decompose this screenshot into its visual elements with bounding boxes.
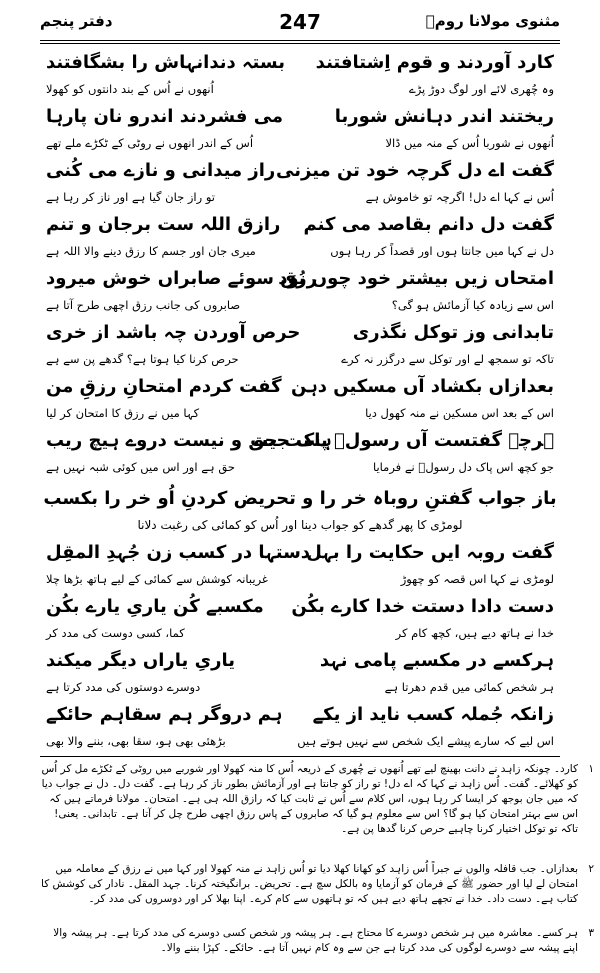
verse-6-translation-right: تاکہ تو سمجھ لے اور توکل سے درگزر نہ کرے — [341, 352, 554, 366]
verse-3-translation — [46, 190, 554, 204]
book-title: مثنوی مولانا رومؒ — [425, 12, 560, 30]
verse-5-left: رزق سوئے صابراں خوش میرود — [46, 268, 318, 289]
verse-10-left: مکسبے کُن یاریِ یارے بکُن — [46, 596, 264, 617]
verse-5-translation — [46, 298, 554, 312]
verse-5-right: امتحاں زیں بیشتر خود چوں بُوَد — [278, 268, 554, 289]
verse-9-translation-right: لومڑی نے کہا اس قصہ کو چھوڑ — [400, 572, 554, 586]
verse-11-right: ہرکسے در مکسبے پامی نہد — [319, 650, 554, 671]
verse-1-translation-left: اُنھوں نے اُس کے بند دانتوں کو کھولا — [46, 82, 214, 96]
verse-11-translation-left: دوسرے دوستوں کی مدد کرتا ہے — [46, 680, 201, 694]
verse-12-translation — [46, 734, 554, 748]
verse-8-translation — [46, 460, 554, 474]
section-subheading: لومڑی کا پھر گدھے کو جواب دینا اور اُس کو کمائی کی رغبت دلانا — [137, 518, 463, 532]
header-rule-inner — [40, 43, 560, 44]
verse-4-translation-left: میری جان اور جسم کا رزق دینے والا اللہ ہے — [46, 244, 256, 258]
verse-12-left: ہم دروگر ہم سقاہم حائکے — [46, 704, 283, 725]
verse-9-translation — [46, 572, 554, 586]
verse-2-translation — [46, 136, 554, 150]
footnote-1 — [40, 762, 594, 858]
header-rule — [40, 40, 560, 41]
verse-10-translation — [46, 626, 554, 640]
verse-12-translation-left: بڑھئی بھی ہو، سقا بھی، بننے والا بھی — [46, 734, 226, 748]
verse-7-translation-left: کہا میں نے رزق کا امتحان کر لیا — [46, 406, 200, 420]
verse-11-translation-right: ہر شخص کمائی میں قدم دھرتا ہے — [384, 680, 554, 694]
verse-7-right: بعدازاں بکشاد آں مسکیں دہن — [291, 376, 554, 397]
section-heading: باز جواب گفتنِ روباہ خر را و تحریض کردنِ اُو خر را بکسب — [43, 488, 557, 509]
page-number: 247 — [279, 10, 321, 34]
verse-6-translation — [46, 352, 554, 366]
verse-2-right: ریختند اندر دہانش شوربا — [334, 106, 554, 127]
footnote-2-number: ۲ — [588, 863, 594, 875]
verse-12-right: زانکہ جُملہ کسب ناید از یکے — [312, 704, 554, 725]
footnote-2 — [40, 862, 594, 922]
verse-7-translation-right: اس کے بعد اس مسکین نے منہ کھول دیا — [365, 406, 554, 420]
verse-1-left: بستہ دندانہاش را بشگافتند — [46, 52, 285, 73]
footnote-1-number: ۱ — [588, 763, 594, 775]
verse-6-right: تابدانی وز توکل نگذری — [352, 322, 554, 343]
verse-1-right: کارد آوردند و قوم اِشتافتند — [315, 52, 554, 73]
verse-7-translation — [46, 406, 554, 420]
verse-4-left: رازق اللہ ست برجان و تنم — [46, 214, 281, 235]
page-header — [40, 10, 560, 36]
footnote-2-text: بعدازاں۔ جب قافلہ والوں نے جبراً اُس زاہد کو کھانا کھلا دیا تو اُس زاہد نے منہ کھولا اور کہا میں نے رزق کے معاملہ میں امتحان لے لیا اور حضور ﷺ کے فرمان کو آزمایا وہ بالکل سچ ہے۔ تحریض۔ برانگیختہ کرنا۔ جہد المقل۔ نادار کی کوشش کا کتاب ہے۔ دست داد۔ خدا نے تجھے ہاتھ دیے ہیں کہ تو ہاتھوں سے کام کرے۔ اپنا بھلا کر اور دوسروں کی مدد کر۔ — [41, 863, 578, 905]
verse-9-right: گفت روبہ ایں حکایت را بہل — [306, 542, 554, 563]
verse-1-translation — [46, 82, 554, 96]
verse-10-right: دست دادا دستت خدا کارے بکُن — [291, 596, 554, 617]
verse-4-right: گفت دل دانم بقاصد می کنم — [303, 214, 554, 235]
verse-4-translation — [46, 244, 554, 258]
verse-8-translation-left: حق ہے اور اس میں کوئی شبہ نہیں ہے — [46, 460, 236, 474]
footnote-1-text: کارد۔ چونکہ زاہد نے دانت بھینچ لیے تھے اُنھوں نے چُھری کے ذریعہ اُس کا منہ کھولا اور شوربے میں روٹی کے ٹکڑے مل کر اُس کو کھلائے۔ گفت۔ اُس زاہد نے کہا کہ اے دل! تو راز کو جانتا ہے اور آزمائش بطور ناز کر رہا ہے۔ گفت دل۔ دل نے جواب دیا کہ میں جان بوجھ کر ایسا کر رہا ہوں، اس کلام سے اُس نے ثابت کیا کہ رازق اللہ ہی ہے۔ امتحان۔ مولانا فرماتے ہیں کہ اس سے بہتر امتحان کیا ہو گا؟ اس سے معلوم ہو گیا کہ صابروں کے پاس رزق اچھی طرح چل کر آتا ہے۔ تابدانی۔ یعنی! تاکہ تو توکل اختیار کرنا چاہیے حرص کرنا گدھا پن ہے۔ — [41, 763, 578, 835]
section-title: دفتر پنجم — [40, 12, 113, 30]
verse-9-left: دستہا در کسب زن جُہدِ المقِل — [46, 542, 311, 563]
verse-8-left: ہست حق و نیست دروے ہیچ ریب — [46, 430, 332, 451]
verse-12-translation-right: اس لیے کہ سارے پیشے ایک شخص سے نہیں ہوتے ہیں — [297, 734, 554, 748]
verse-6-translation-left: حرص کرنا کیا ہوتا ہے؟ گدھے پن سے ہے — [46, 352, 239, 366]
verse-2-translation-right: اُنھوں نے شوربا اُس کے منہ میں ڈالا — [385, 136, 554, 150]
verse-2-left: می فشردند اندرو نان پارہا — [46, 106, 284, 127]
footnote-3-number: ۳ — [588, 927, 594, 939]
verse-10-translation-right: خدا نے ہاتھ دیے ہیں، کچھ کام کر — [395, 626, 554, 640]
footnote-3-text: ہر کسے۔ معاشرہ میں ہر شخص دوسرے کا محتاج ہے۔ ہر پیشہ ور شخص کسی دوسرے کی مدد کرتا ہے۔ ہر پیشہ والا اپنے پیشہ سے دوسرے لوگوں کی مدد کرتا ہے جن سے وہ کام نہیں آتا ہے۔ حائکے۔ کپڑا بننے والا۔ — [53, 927, 578, 954]
verse-9-translation-left: غریبانہ کوشش سے کمائی کے لیے ہاتھ بڑھا چلا — [46, 572, 268, 586]
verse-3-right: گفت اے دل گرچہ خود تن میزنی — [276, 160, 554, 181]
verse-11-left: یاریِ یاراں دیگر میکند — [46, 650, 235, 671]
verse-7-left: گفت کردم امتحانِ رزقِ من — [46, 376, 282, 397]
verse-3-translation-left: تو راز جان گیا ہے اور ناز کر رہا ہے — [46, 190, 215, 204]
verse-8-translation-right: جو کچھ اس پاک دل رسولؐ نے فرمایا — [372, 460, 554, 474]
verse-11-translation — [46, 680, 554, 694]
verse-5-translation-right: اس سے زیادہ کیا آزمائش ہو گی؟ — [391, 298, 554, 312]
verse-3-left: راز میدانی و نازے می کُنی — [46, 160, 276, 181]
verse-2-translation-left: اُس کے اندر انھوں نے روٹی کے ٹکڑے ملے تھے — [46, 136, 254, 150]
verse-6-left: حرص آوردن چہ باشد از خری — [46, 322, 301, 343]
footnote-rule — [40, 756, 560, 757]
verse-3-translation-right: اُس نے کہا اے دل! اگرچہ تو خاموش ہے — [365, 190, 554, 204]
verse-5-translation-left: صابروں کی جانب رزق اچھی طرح آتا ہے — [46, 298, 241, 312]
verse-10-translation-left: کما، کسی دوست کی مدد کر — [46, 626, 185, 640]
footnote-3 — [40, 926, 594, 971]
verse-8-right: ہرچہ گفتست آں رسولؐ پاک جیب — [250, 430, 554, 451]
verse-1-translation-right: وہ چُھری لائے اور لوگ دوڑ پڑے — [408, 82, 554, 96]
verse-4-translation-right: دل نے کہا میں جانتا ہوں اور قصداً کر رہا ہوں — [330, 244, 554, 258]
